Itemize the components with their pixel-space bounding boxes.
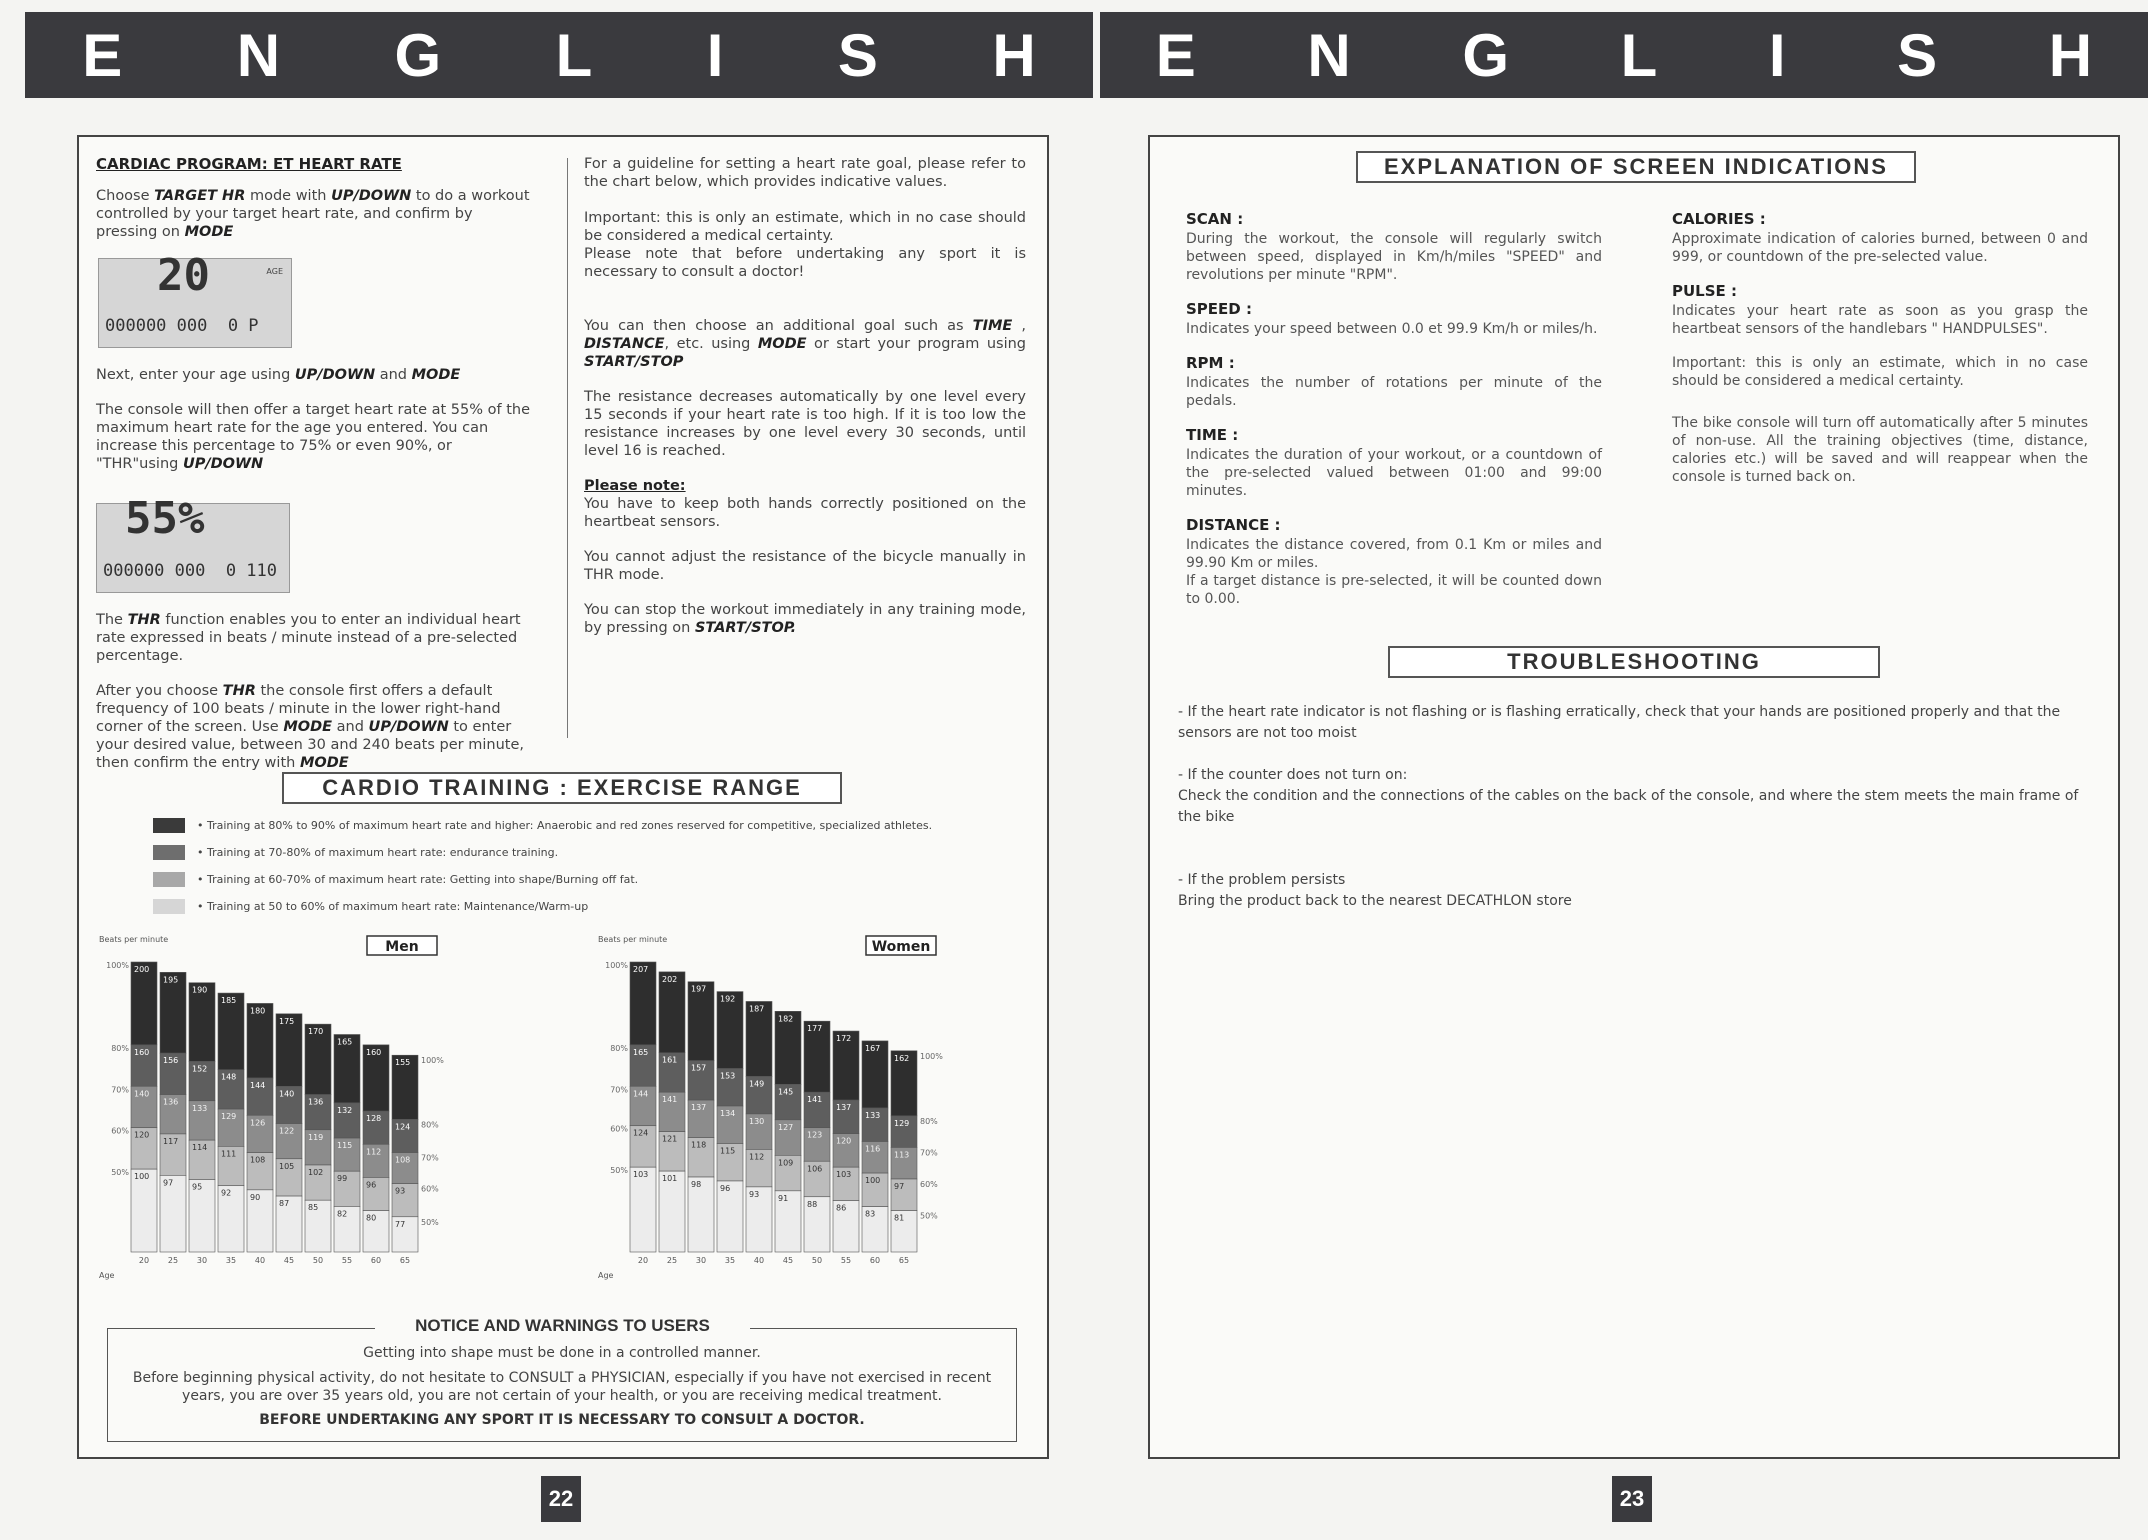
- time-text: Indicates the duration of your workout, or a countdown of the pre-selected valued between 01:00 and 99:00 minutes.: [1186, 447, 1602, 499]
- bar-value-label: 207: [633, 965, 649, 974]
- bar-value-label: 112: [366, 1147, 382, 1157]
- y-percent-label: 70%: [610, 1085, 628, 1095]
- bar-value-label: 175: [279, 1016, 295, 1026]
- bar-value-label: 119: [308, 1132, 324, 1142]
- y-percent-label: 60%: [610, 1124, 628, 1134]
- distance-text: Indicates the distance covered, from 0.1 Km or miles and 99.90 Km or miles.: [1186, 537, 1602, 571]
- banner-letter: L: [555, 21, 593, 89]
- zone-legend: [153, 812, 1013, 920]
- scan-heading: SCAN :: [1186, 210, 1244, 228]
- bar-value-label: 162: [894, 1053, 910, 1063]
- women-heart-rate-chart: [594, 930, 974, 1288]
- calories-heading: CALORIES :: [1672, 210, 1766, 228]
- right-percent-label: 50%: [421, 1217, 439, 1227]
- x-tick-label: 45: [782, 1256, 794, 1265]
- bar-value-label: 167: [865, 1043, 881, 1053]
- right-column-2: [1672, 210, 2088, 502]
- bar-value-label: 160: [366, 1047, 382, 1057]
- bar-value-label: 86: [836, 1203, 847, 1213]
- bar-value-label: 145: [778, 1087, 794, 1097]
- banner-letter: G: [1462, 21, 1510, 89]
- bar-value-label: 112: [749, 1152, 765, 1162]
- bar-value-label: 96: [366, 1180, 377, 1190]
- bar-value-label: 132: [337, 1105, 353, 1115]
- legend-swatch: [153, 845, 185, 860]
- notice-line: Getting into shape must be done in a controlled manner.: [363, 1345, 761, 1361]
- auto-off-text: The bike console will turn off automatically after 5 minutes of non-use. All the training objectives (time, distance, calories etc.) will be saved and will reappear when the console is turned back on.: [1672, 415, 2088, 485]
- legend-item: • Training at 50 to 60% of maximum heart rate: Maintenance/Warm-up: [153, 893, 1013, 920]
- lcd-display-percent: [96, 493, 290, 593]
- bar-value-label: 101: [662, 1174, 678, 1184]
- bar-value-label: 117: [163, 1136, 179, 1146]
- men-heart-rate-chart: [95, 930, 475, 1288]
- speed-heading: SPEED :: [1186, 300, 1252, 318]
- right-percent-label: 60%: [920, 1180, 938, 1190]
- bar-value-label: 127: [778, 1122, 794, 1132]
- right-percent-label: 70%: [421, 1153, 439, 1163]
- banner-letter: L: [1620, 21, 1658, 89]
- bar-value-label: 156: [163, 1056, 179, 1066]
- right-percent-label: 100%: [920, 1051, 943, 1061]
- bar-value-label: 102: [308, 1168, 324, 1177]
- bar-segment: [131, 1169, 157, 1252]
- bar-value-label: 133: [192, 1103, 208, 1113]
- troubleshooting-item: - If the heart rate indicator is not flashing or is flashing erratically, check that your hands are positioned properly and that the sensors are not too moist: [1178, 704, 2061, 741]
- bar-value-label: 106: [807, 1164, 823, 1174]
- y-percent-label: 100%: [106, 961, 129, 970]
- bar-value-label: 77: [395, 1219, 406, 1229]
- bar-value-label: 103: [836, 1170, 852, 1180]
- bar-value-label: 88: [807, 1199, 818, 1209]
- x-tick-label: 50: [811, 1256, 823, 1265]
- paragraph: After you choose THR the console first offers a default frequency of 100 beats / minute in the lower right-hand corner of the screen. Use MODE and UP/DOWN to enter your desired value, between 30 and 240 beats per minute, then confirm the entry with MODE: [96, 683, 524, 771]
- legend-swatch: [153, 872, 185, 887]
- y-percent-label: 100%: [605, 961, 628, 970]
- right-percent-label: 80%: [920, 1116, 938, 1126]
- right-percent-label: 60%: [421, 1184, 439, 1194]
- bar-value-label: 185: [221, 996, 237, 1006]
- lcd-display-age: [98, 250, 292, 348]
- banner-letter: N: [236, 21, 281, 89]
- bar-value-label: 111: [221, 1149, 237, 1159]
- pulse-text: Indicates your heart rate as soon as you grasp the heartbeat sensors of the handlebars " HANDPULSES".: [1672, 303, 2088, 337]
- x-tick-label: 60: [869, 1256, 881, 1265]
- bar-value-label: 115: [720, 1146, 736, 1156]
- banner-letter: I: [1768, 21, 1786, 89]
- bar-value-label: 148: [221, 1072, 237, 1082]
- paragraph: For a guideline for setting a heart rate goal, please refer to the chart below, which provides indicative values.: [584, 156, 1026, 190]
- chart-ylabel: Beats per minute: [598, 935, 668, 944]
- lcd-big-digits: 55%: [125, 493, 205, 544]
- y-percent-label: 80%: [610, 1043, 628, 1053]
- x-tick-label: 40: [753, 1256, 765, 1265]
- bar-value-label: 144: [633, 1089, 649, 1099]
- right-percent-label: 70%: [920, 1148, 938, 1158]
- troubleshooting-item: Check the condition and the connections of the cables on the back of the console, and where the stem meets the main frame of the bike: [1178, 788, 2079, 825]
- bar-value-label: 197: [691, 984, 707, 994]
- bar-segment: [659, 972, 685, 1053]
- bar-value-label: 190: [192, 985, 208, 995]
- bar-value-label: 136: [308, 1097, 324, 1107]
- x-tick-label: 35: [225, 1256, 237, 1265]
- calories-text: Approximate indication of calories burned, between 0 and 999, or countdown of the pre-selected value.: [1672, 231, 2088, 265]
- right-percent-label: 100%: [421, 1056, 444, 1066]
- bar-value-label: 182: [778, 1014, 794, 1024]
- chart-xlabel: Age: [598, 1271, 614, 1280]
- troubleshooting-item: - If the counter does not turn on:: [1178, 767, 1408, 783]
- bar-value-label: 141: [807, 1095, 823, 1105]
- bar-value-label: 129: [221, 1112, 237, 1122]
- page-number-right: 23: [1612, 1476, 1652, 1522]
- paragraph: The resistance decreases automatically by one level every 15 seconds if your heart rate is too high. If it is too low the resistance increases by one level every 30 seconds, until level 16 is reached.: [584, 389, 1026, 459]
- bar-value-label: 85: [308, 1203, 319, 1213]
- bar-value-label: 140: [134, 1089, 150, 1099]
- distance-text: If a target distance is pre-selected, it will be counted down to 0.00.: [1186, 573, 1602, 607]
- y-percent-label: 60%: [111, 1126, 129, 1136]
- paragraph: Choose TARGET HR mode with UP/DOWN to do a workout controlled by your target heart rate, and confirm by pressing on MODE: [96, 188, 530, 240]
- bar-value-label: 123: [807, 1130, 823, 1140]
- legend-swatch: [153, 818, 185, 833]
- paragraph: You have to keep both hands correctly positioned on the heartbeat sensors.: [584, 496, 1026, 530]
- lcd-row: 000000 000 0 110: [103, 561, 277, 581]
- bar-value-label: 113: [894, 1150, 910, 1160]
- bar-value-label: 134: [720, 1109, 736, 1119]
- x-tick-label: 55: [840, 1256, 852, 1265]
- bar-value-label: 136: [163, 1097, 179, 1107]
- banner-letter: N: [1307, 21, 1351, 89]
- please-note-title: Please note:: [584, 478, 686, 494]
- bar-value-label: 120: [836, 1136, 852, 1146]
- bar-value-label: 192: [720, 994, 736, 1004]
- distance-heading: DISTANCE :: [1186, 516, 1281, 534]
- bar-value-label: 95: [192, 1182, 203, 1192]
- paragraph: The THR function enables you to enter an individual heart rate expressed in beats / minute instead of a pre-selected percentage.: [96, 612, 521, 664]
- x-tick-label: 45: [283, 1256, 295, 1265]
- notice-line: Before beginning physical activity, do not hesitate to CONSULT a PHYSICIAN, especially if you have not exercised in recent years, you are over 35 years old, you are not certain of your health, or you are receiving medical treatment.: [132, 1370, 992, 1404]
- troubleshooting-title: TROUBLESHOOTING: [1388, 646, 1880, 678]
- chart-title: Women: [871, 939, 931, 955]
- bar-value-label: 200: [134, 965, 150, 974]
- time-heading: TIME :: [1186, 426, 1239, 444]
- x-tick-label: 55: [341, 1256, 353, 1265]
- y-percent-label: 70%: [111, 1085, 129, 1095]
- bar-value-label: 180: [250, 1006, 266, 1016]
- bar-segment: [131, 962, 157, 1045]
- bar-value-label: 144: [250, 1081, 266, 1090]
- bar-value-label: 103: [633, 1170, 649, 1180]
- bar-value-label: 126: [250, 1118, 266, 1128]
- lcd-big-digits: 20: [157, 250, 210, 301]
- legend-item: • Training at 80% to 90% of maximum heart rate and higher: Anaerobic and red zones reserved for competitive, specialized athletes.: [153, 812, 1013, 839]
- left-column-2: [584, 155, 1026, 654]
- bar-value-label: 91: [778, 1193, 789, 1203]
- right-percent-label: 80%: [421, 1120, 439, 1130]
- pulse-heading: PULSE :: [1672, 282, 1738, 300]
- bar-value-label: 121: [662, 1134, 678, 1144]
- bar-value-label: 96: [720, 1183, 731, 1193]
- paragraph: Important: this is only an estimate, which in no case should be considered a medical certainty.: [584, 210, 1026, 244]
- bar-value-label: 105: [279, 1161, 295, 1171]
- bar-value-label: 108: [395, 1155, 411, 1165]
- x-tick-label: 40: [254, 1256, 266, 1265]
- banner-letter: H: [992, 21, 1036, 89]
- cardiac-program-title: CARDIAC PROGRAM: ET HEART RATE: [96, 155, 402, 173]
- paragraph: You can then choose an additional goal such as TIME , DISTANCE, etc. using MODE or start your program using START/STOP: [584, 318, 1026, 370]
- chart-ylabel: Beats per minute: [99, 935, 169, 944]
- bar-value-label: 108: [250, 1155, 266, 1165]
- x-tick-label: 25: [666, 1256, 678, 1265]
- bar-value-label: 124: [395, 1122, 411, 1132]
- chart-xlabel: Age: [99, 1271, 115, 1280]
- important-text: Important: this is only an estimate, which in no case should be considered a medical certainty.: [1672, 355, 2088, 389]
- bar-value-label: 137: [836, 1103, 852, 1113]
- bar-value-label: 93: [395, 1186, 406, 1196]
- bar-value-label: 202: [662, 974, 678, 984]
- banner-letter: H: [2048, 21, 2093, 89]
- paragraph: You cannot adjust the resistance of the bicycle manually in THR mode.: [584, 549, 1026, 583]
- notice-warning: BEFORE UNDERTAKING ANY SPORT IT IS NECESSARY TO CONSULT A DOCTOR.: [259, 1412, 865, 1428]
- bar-value-label: 153: [720, 1071, 736, 1081]
- banner-letter: S: [1897, 21, 1938, 89]
- bar-value-label: 195: [163, 975, 179, 985]
- x-tick-label: 35: [724, 1256, 736, 1265]
- lcd-row: 000000 000 0 P: [105, 316, 259, 336]
- banner-letter: S: [837, 21, 878, 89]
- bar-value-label: 172: [836, 1034, 852, 1044]
- bar-value-label: 129: [894, 1118, 910, 1128]
- bar-value-label: 99: [337, 1174, 348, 1184]
- page-number-left: 22: [541, 1476, 581, 1522]
- bar-value-label: 160: [134, 1047, 150, 1057]
- legend-item: • Training at 70-80% of maximum heart rate: endurance training.: [153, 839, 1013, 866]
- legend-item: • Training at 60-70% of maximum heart rate: Getting into shape/Burning off fat.: [153, 866, 1013, 893]
- bar-value-label: 82: [337, 1209, 348, 1219]
- bar-value-label: 116: [865, 1144, 881, 1154]
- bar-value-label: 87: [279, 1199, 290, 1209]
- scan-text: During the workout, the console will regularly switch between speed, displayed in Km/h/miles "SPEED" and revolutions per minute "RPM".: [1186, 231, 1602, 283]
- chart-title: Men: [385, 939, 419, 955]
- bar-value-label: 157: [691, 1063, 707, 1073]
- bar-value-label: 97: [894, 1182, 905, 1192]
- bar-value-label: 128: [366, 1114, 382, 1124]
- bar-value-label: 83: [865, 1209, 876, 1219]
- bar-value-label: 137: [691, 1103, 707, 1113]
- bar-value-label: 165: [633, 1047, 649, 1057]
- right-percent-label: 50%: [920, 1211, 938, 1221]
- x-tick-label: 30: [196, 1256, 208, 1265]
- speed-text: Indicates your speed between 0.0 et 99.9 Km/h or miles/h.: [1186, 321, 1598, 337]
- bar-value-label: 98: [691, 1180, 702, 1190]
- banner-letter: E: [1155, 21, 1196, 89]
- notice-body: [120, 1344, 1004, 1429]
- bar-value-label: 118: [691, 1140, 707, 1150]
- troubleshooting-item: Bring the product back to the nearest DECATHLON store: [1178, 893, 1572, 909]
- bar-value-label: 170: [308, 1027, 324, 1037]
- x-tick-label: 65: [399, 1256, 411, 1265]
- bar-value-label: 114: [192, 1143, 208, 1153]
- rpm-heading: RPM :: [1186, 354, 1235, 372]
- bar-segment: [630, 962, 656, 1045]
- bar-segment: [160, 972, 186, 1053]
- bar-value-label: 177: [807, 1024, 823, 1034]
- notice-title: NOTICE AND WARNINGS TO USERS: [375, 1316, 750, 1336]
- bar-value-label: 93: [749, 1189, 760, 1199]
- rpm-text: Indicates the number of rotations per minute of the pedals.: [1186, 375, 1602, 409]
- bar-value-label: 92: [221, 1188, 232, 1198]
- bar-value-label: 80: [366, 1213, 377, 1223]
- left-banner: [25, 12, 1093, 98]
- x-tick-label: 20: [637, 1256, 649, 1265]
- bar-value-label: 90: [250, 1192, 261, 1202]
- screen-indications-title: EXPLANATION OF SCREEN INDICATIONS: [1356, 151, 1916, 183]
- bar-value-label: 141: [662, 1095, 678, 1105]
- y-percent-label: 50%: [111, 1168, 129, 1178]
- x-tick-label: 50: [312, 1256, 324, 1265]
- banner-letter: E: [82, 21, 123, 89]
- bar-segment: [630, 1167, 656, 1252]
- bar-value-label: 149: [749, 1079, 765, 1089]
- bar-segment: [659, 1171, 685, 1252]
- x-tick-label: 65: [898, 1256, 910, 1265]
- troubleshooting-item: - If the problem persists: [1178, 872, 1346, 888]
- bar-value-label: 130: [749, 1116, 765, 1126]
- bar-value-label: 120: [134, 1130, 150, 1140]
- banner-letter: G: [394, 21, 442, 89]
- right-column-1: [1186, 210, 1602, 624]
- right-banner: [1100, 12, 2148, 98]
- x-tick-label: 60: [370, 1256, 382, 1265]
- bar-value-label: 97: [163, 1178, 174, 1188]
- paragraph: Please note that before undertaking any sport it is necessary to consult a doctor!: [584, 246, 1026, 280]
- bar-value-label: 100: [134, 1172, 150, 1182]
- bar-value-label: 122: [279, 1126, 295, 1136]
- bar-value-label: 109: [778, 1158, 794, 1168]
- paragraph: Next, enter your age using UP/DOWN and MODE: [96, 367, 461, 383]
- column-divider: [567, 158, 568, 738]
- bar-value-label: 187: [749, 1004, 765, 1014]
- bar-value-label: 100: [865, 1176, 881, 1186]
- troubleshooting-body: [1178, 702, 2086, 912]
- bar-value-label: 161: [662, 1055, 678, 1065]
- bar-value-label: 152: [192, 1064, 208, 1074]
- bar-value-label: 115: [337, 1141, 353, 1151]
- bar-value-label: 133: [865, 1110, 881, 1120]
- paragraph: You can stop the workout immediately in any training mode, by pressing on START/STOP.: [584, 602, 1026, 636]
- x-tick-label: 25: [167, 1256, 179, 1265]
- banner-letter: I: [706, 21, 724, 89]
- left-column-1: [96, 155, 536, 789]
- y-percent-label: 50%: [610, 1166, 628, 1176]
- paragraph: The console will then offer a target heart rate at 55% of the maximum heart rate for the age you entered. You can increase this percentage to 75% or even 90%, or "THR"using UP/DOWN: [96, 402, 531, 472]
- bar-value-label: 155: [395, 1058, 411, 1068]
- cardio-training-title: CARDIO TRAINING : EXERCISE RANGE: [282, 772, 842, 804]
- bar-value-label: 124: [633, 1128, 649, 1138]
- bar-value-label: 165: [337, 1037, 353, 1047]
- bar-value-label: 140: [279, 1089, 295, 1099]
- legend-swatch: [153, 899, 185, 914]
- y-percent-label: 80%: [111, 1043, 129, 1053]
- lcd-tag: AGE: [266, 267, 283, 276]
- x-tick-label: 20: [138, 1256, 150, 1265]
- x-tick-label: 30: [695, 1256, 707, 1265]
- bar-value-label: 81: [894, 1213, 905, 1223]
